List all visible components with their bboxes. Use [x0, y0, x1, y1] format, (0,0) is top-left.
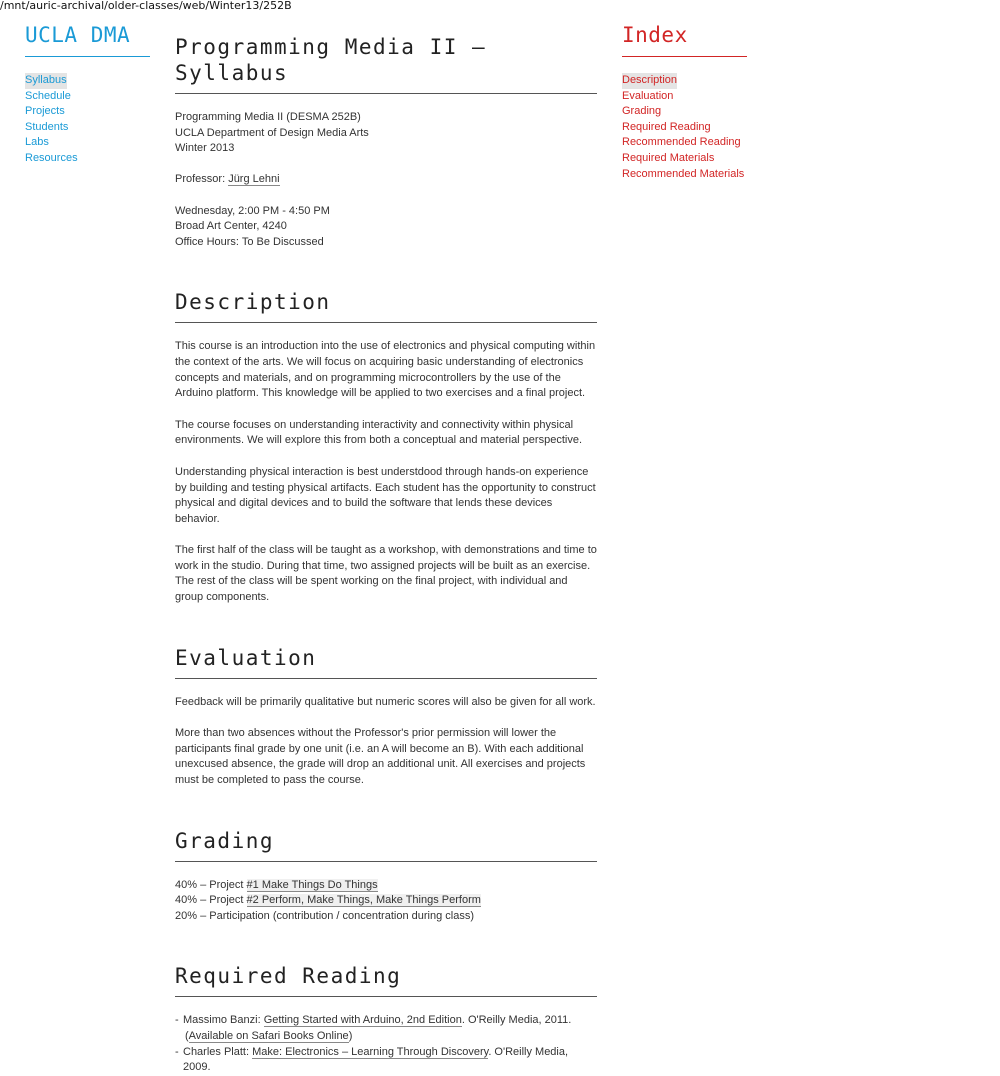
index-link-required-reading[interactable]: Required Reading: [622, 120, 711, 133]
index-link-evaluation[interactable]: Evaluation: [622, 89, 674, 102]
office-hours: Office Hours: To Be Discussed: [175, 235, 324, 248]
grading-item: 40% – Project #2 Perform, Make Things, Make Things Perform: [175, 894, 481, 907]
section-heading-description: Description: [175, 289, 597, 323]
index-link-required-materials[interactable]: Required Materials: [622, 151, 715, 164]
course-name: Programming Media II (DESMA 252B): [175, 111, 361, 123]
book-link-arduino[interactable]: Getting Started with Arduino, 2nd Edition: [263, 1014, 462, 1027]
project-1-link[interactable]: #1 Make Things Do Things: [246, 878, 378, 891]
main-content: [175, 34, 597, 1076]
course-term: Winter 2013: [175, 142, 235, 155]
list-dash: -: [175, 1014, 179, 1027]
nav-syllabus[interactable]: Syllabus: [25, 73, 67, 89]
evaluation-paragraph: Feedback will be primarily qualitative but numeric scores will also be given for all work.: [175, 695, 596, 708]
class-location: Broad Art Center, 4240: [175, 220, 287, 233]
grading-list: [175, 878, 597, 925]
section-heading-evaluation: Evaluation: [175, 645, 597, 679]
schedule-info: [175, 204, 597, 251]
evaluation-paragraph: More than two absences without the Professor's prior permission will lower the participants final grade by one unit (i.e. an A will become an B). With each additional unexcused absence, the grade will drop an additional unit. All exercises and projects must be completed to pass the course.: [175, 727, 586, 787]
professor-line: [175, 172, 597, 188]
description-paragraph: The first half of the class will be taught as a workshop, with demonstrations and time to work in the studio. During that time, two assigned projects will be built as an exercise. The rest of the class will be spent working on the final project, with individual and group components.: [175, 544, 597, 604]
description-paragraph: This course is an introduction into the use of electronics and physical computing within the context of the arts. We will focus on acquiring basic understanding of electronics concepts and materials, and on programming microcontrollers by the use of the Arduino platform. This knowledge will be applied to two exercises and a final project.: [175, 340, 596, 400]
sidebar: [25, 22, 150, 167]
index-link-description[interactable]: Description: [622, 73, 677, 89]
index-panel: [622, 22, 747, 182]
list-item: - Charles Platt: Make: Electronics – Learning Through Discovery. O'Reilly Media, 2009.: [175, 1045, 569, 1074]
nav-schedule[interactable]: Schedule: [25, 89, 71, 102]
book-link-make-electronics[interactable]: Make: Electronics – Learning Through Discovery: [252, 1045, 489, 1058]
professor-label: Professor:: [175, 173, 229, 186]
safari-books-link[interactable]: Available on Safari Books Online: [188, 1030, 349, 1042]
list-dash: -: [175, 1045, 179, 1058]
nav-students[interactable]: Students: [25, 120, 69, 133]
section-heading-grading: Grading: [175, 828, 597, 862]
directory-path: /mnt/auric-archival/older-classes/web/Winter13/252B: [0, 0, 292, 12]
index-link-recommended-materials[interactable]: Recommended Materials: [622, 167, 745, 180]
section-heading-required-reading: Required Reading: [175, 963, 597, 997]
grading-item: 20% – Participation (contribution / concentration during class): [175, 909, 474, 922]
nav-resources[interactable]: Resources: [25, 151, 78, 164]
description-paragraph: The course focuses on understanding interactivity and connectivity within physical environments. We will explore this from both a conceptual and material perspective.: [175, 418, 582, 447]
class-time: Wednesday, 2:00 PM - 4:50 PM: [175, 204, 330, 217]
professor-link[interactable]: Jürg Lehni: [228, 173, 280, 186]
required-reading-list: [175, 1013, 597, 1075]
sidebar-nav: [25, 73, 150, 167]
course-info: [175, 110, 597, 157]
nav-labs[interactable]: Labs: [25, 136, 49, 149]
list-item: - Massimo Banzi: Getting Started with Arduino, 2nd Edition. O'Reilly Media, 2011. (Available on Safari Books Online): [175, 1014, 572, 1042]
index-link-recommended-reading[interactable]: Recommended Reading: [622, 136, 741, 149]
project-2-link[interactable]: #2 Perform, Make Things, Make Things Perform: [246, 894, 481, 907]
site-title[interactable]: UCLA DMA: [25, 22, 150, 57]
nav-projects[interactable]: Projects: [25, 105, 65, 118]
grading-item: 40% – Project #1 Make Things Do Things: [175, 878, 378, 891]
index-title: Index: [622, 22, 747, 57]
description-paragraph: Understanding physical interaction is best understdood through hands-on experience by building and testing physical artifacts. Each student has the opportunity to construct physical and digital devices and to build the software that lends these devices behavior.: [175, 465, 596, 525]
index-link-grading[interactable]: Grading: [622, 105, 662, 118]
course-department: UCLA Department of Design Media Arts: [175, 126, 369, 139]
page-title: Programming Media II — Syllabus: [175, 34, 597, 94]
index-nav: [622, 73, 747, 182]
